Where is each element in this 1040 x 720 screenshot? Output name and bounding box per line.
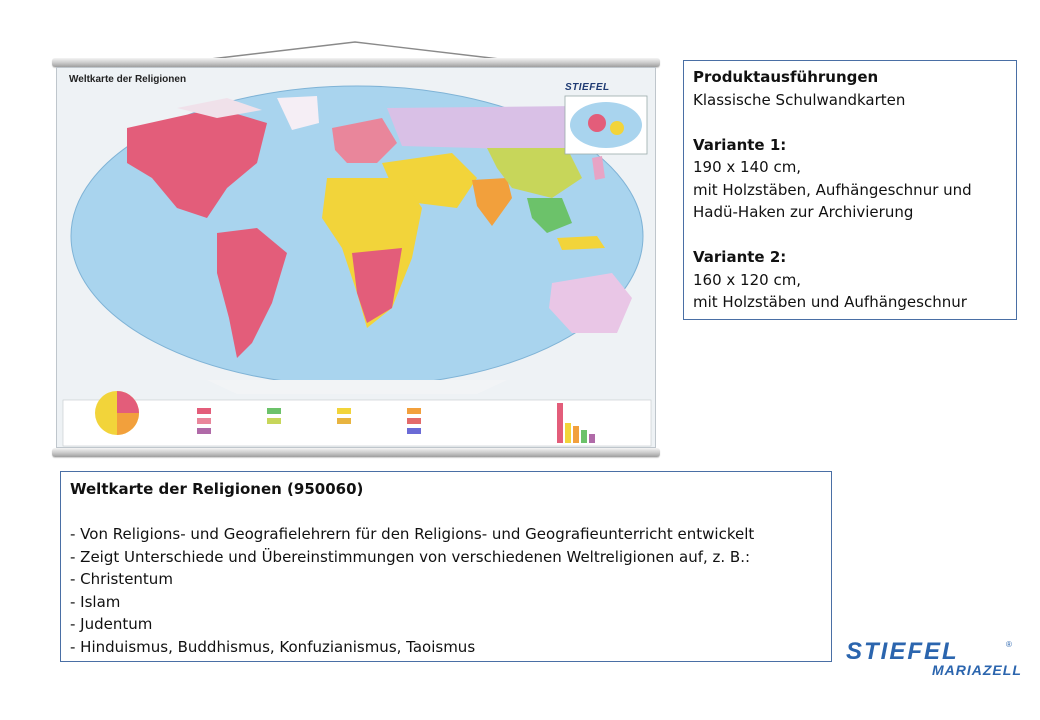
variant-1-line: 190 x 140 cm, [693,158,802,176]
stiefel-logo [846,640,1026,680]
bottom-wooden-rod [52,448,660,457]
logo-registered-mark: ® [1006,640,1012,649]
product-title: Weltkarte der Religionen (950060) [70,480,364,498]
product-feature-line: - Von Religions- und Geografielehrern für den Religions- und Geografieunterricht entwickelt [70,525,755,543]
variants-subheading: Klassische Schulwandkarten [693,90,906,109]
map-title: Weltkarte der Religionen [69,74,187,85]
variants-heading: Produktausführungen [693,68,879,86]
top-wooden-rod [52,58,660,67]
wall-map-image [52,40,660,460]
product-variants-box [683,60,1017,320]
product-feature-line: - Zeigt Unterschiede und Übereinstimmungen von verschiedenen Weltreligionen auf, z. B.: [70,547,751,566]
product-description-box [60,471,832,662]
product-feature-line: - Christentum [70,570,173,588]
variant-1-line: mit Holzstäben, Aufhängeschnur und [693,180,972,199]
variant-2-title: Variante 2: [693,248,787,266]
map-sheet [56,67,656,448]
logo-wordmark: STIEFEL [846,638,959,665]
variant-2-line: mit Holzstäben und Aufhängeschnur [693,293,967,311]
map-brand-label: STIEFEL [565,82,610,93]
variant-2-line: 160 x 120 cm, [693,270,802,289]
logo-subline: MARIAZELL [932,662,1022,678]
world-map-graphic [57,68,657,449]
product-feature-line: - Judentum [70,615,153,633]
product-feature-line: - Islam [70,592,121,611]
variant-1-title: Variante 1: [693,135,787,154]
product-feature-line: - Hinduismus, Buddhismus, Konfuzianismus, Taoismus [70,637,476,656]
variant-1-line: Hadü-Haken zur Archivierung [693,203,914,221]
